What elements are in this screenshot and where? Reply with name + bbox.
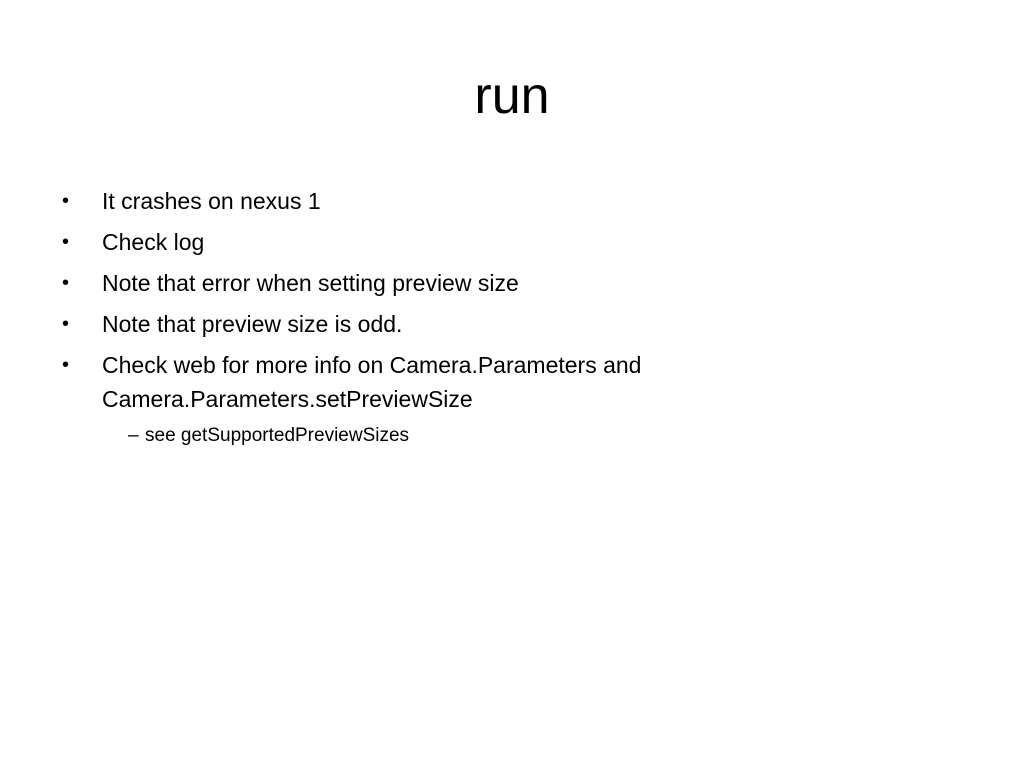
bullet-icon: • [62,354,70,376]
bullet-text: Note that preview size is odd. [102,311,403,337]
bullet-text: Note that error when setting preview size [102,270,519,296]
bullet-icon: • [62,313,70,335]
sub-bullet-item [128,422,409,450]
sub-bullet-text: see getSupportedPreviewSizes [145,425,410,446]
bullet-item [60,225,960,259]
bullet-item [60,266,960,300]
bullet-list [60,184,960,423]
bullet-item [60,348,960,416]
slide-title: run [474,67,550,125]
bullet-icon: • [62,272,70,294]
sub-bullet-list [128,422,409,450]
bullet-icon: • [62,231,70,253]
bullet-text: Check web for more info on Camera.Parameters and Camera.Parameters.setPreviewSize [102,352,642,412]
bullet-item [60,184,960,218]
bullet-icon: • [62,190,70,212]
dash-icon: – [128,425,139,446]
bullet-text: It crashes on nexus 1 [102,188,321,214]
bullet-text: Check log [102,229,205,255]
bullet-item [60,307,960,341]
